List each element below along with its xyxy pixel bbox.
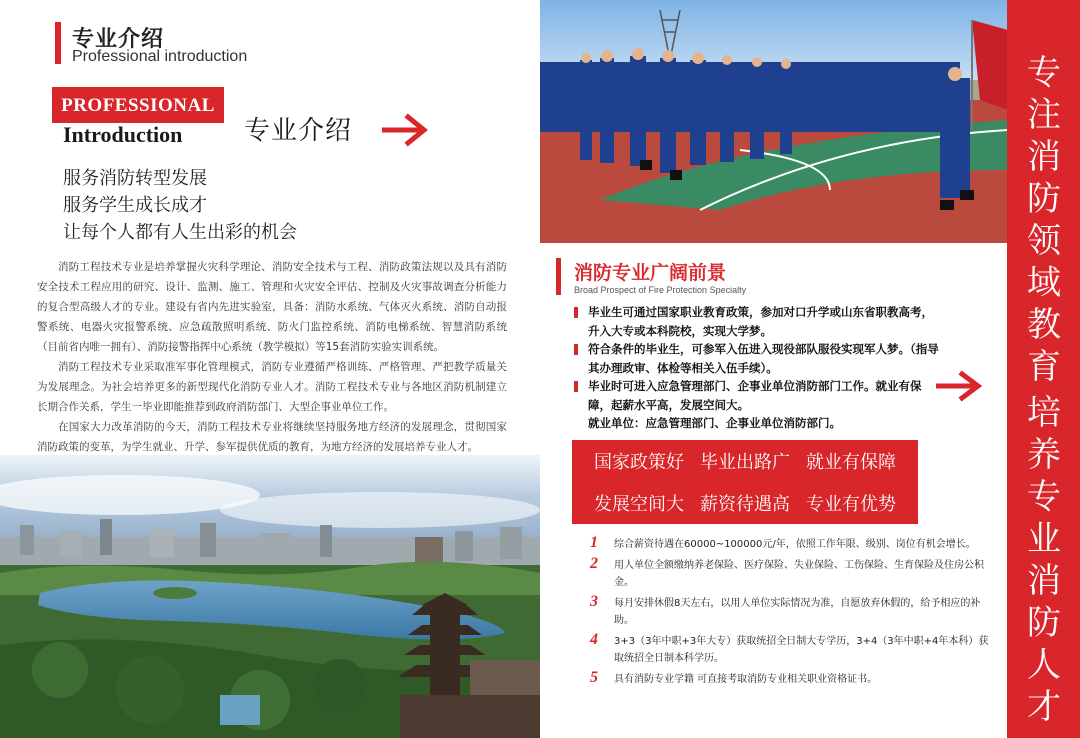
bullet-item: 毕业生可通过国家职业教育政策，参加对口升学或山东省职教高考，升入大专或本科院校，实现大学梦。 bbox=[574, 303, 942, 340]
benefit-text: 综合薪资待遇在60000~100000元/年，依照工作年限、级别、岗位有机会增长。 bbox=[614, 539, 976, 550]
prospect-title-cn: 消防专业广阔前景 bbox=[574, 262, 727, 284]
benefit-number: 1 bbox=[590, 534, 598, 551]
vertical-slogan-2 bbox=[1024, 392, 1064, 728]
vertical-char: 专 bbox=[1027, 477, 1061, 517]
benefits-list bbox=[590, 536, 990, 692]
firefighters-march-photo bbox=[540, 0, 1008, 243]
vertical-char: 人 bbox=[1027, 645, 1061, 685]
vertical-char: 教 bbox=[1027, 305, 1061, 345]
benefit-item bbox=[590, 536, 990, 553]
benefit-text: 每月安排休假8天左右，以用人单位实际情况为准，自愿放弃休假的，给予相应的补助。 bbox=[614, 598, 981, 626]
benefit-number: 3 bbox=[590, 593, 598, 610]
header-accent-bar bbox=[55, 22, 61, 64]
benefit-text: 3+3（3年中职+3年大专）获取统招全日制大专学历，3+4（3年中职+4年本科）获取统招全日制本科学历。 bbox=[614, 636, 989, 664]
prospect-title-en: Broad Prospect of Fire Protection Specialty bbox=[574, 285, 747, 295]
intro-body bbox=[37, 257, 507, 457]
vertical-slogan-1 bbox=[1024, 52, 1064, 388]
professional-label: PROFESSIONAL bbox=[61, 95, 215, 116]
benefit-item bbox=[590, 671, 990, 688]
bullet-item: 符合条件的毕业生，可参军入伍进入现役部队服役实现军人梦。（指导其办理政审、体检等相关入伍手续）。 bbox=[574, 340, 942, 377]
advantage-item: 毕业出路广 bbox=[700, 452, 790, 473]
vertical-char: 养 bbox=[1027, 435, 1061, 475]
slogan-item: 让每个人都有人生出彩的机会 bbox=[63, 222, 297, 243]
intro-heading-cn: 专业介绍 bbox=[244, 116, 353, 146]
introduction-label: Introduction bbox=[63, 122, 183, 147]
advantage-item: 发展空间大 bbox=[594, 494, 684, 515]
vertical-char: 育 bbox=[1027, 347, 1061, 387]
vertical-char: 消 bbox=[1027, 137, 1061, 177]
section-title-en: Professional introduction bbox=[72, 48, 248, 65]
benefit-item bbox=[590, 633, 990, 667]
benefit-text: 具有消防专业学籍 可直接考取消防专业相关职业资格证书。 bbox=[614, 674, 878, 685]
advantage-item: 薪资待遇高 bbox=[700, 494, 790, 515]
right-arrow-icon bbox=[382, 113, 430, 147]
vertical-char: 领 bbox=[1027, 221, 1061, 261]
advantages-row bbox=[572, 440, 918, 482]
advantages-row bbox=[572, 482, 918, 524]
paragraph: 消防工程技术专业采取准军事化管理模式，消防专业遵循严格训练、严格管理、严把教学质量关为发展理念。为社会培养更多的新型现代化消防专业人才。消防工程技术专业与各地区消防机制建立长期合作关系，学生一毕业即能推荐到政府消防部门、大型企事业单位工作。 bbox=[37, 361, 507, 413]
bullet-item: 毕业时可进入应急管理部门、企事业单位消防部门工作。就业有保障，起薪水平高，发展空间大。 bbox=[574, 377, 942, 414]
benefit-number: 2 bbox=[590, 555, 598, 572]
vertical-char: 防 bbox=[1027, 179, 1061, 219]
vertical-char: 才 bbox=[1027, 687, 1061, 727]
paragraph: 在国家大力改革消防的今天，消防工程技术专业将继续坚持服务地方经济的发展理念，贯彻国家消防政策的变革，为学生就业、升学、参军提供优质的教育，为地方经济的发展培养专业人才。 bbox=[37, 421, 507, 453]
slogan-item: 服务消防转型发展 bbox=[63, 168, 207, 189]
professional-label-box bbox=[52, 87, 224, 123]
city-lake-photo bbox=[0, 455, 540, 738]
vertical-char: 消 bbox=[1027, 561, 1061, 601]
vertical-char: 域 bbox=[1027, 263, 1061, 303]
vertical-char: 专 bbox=[1027, 53, 1061, 93]
paragraph: 消防工程技术专业是培养掌握火灾科学理论、消防安全技术与工程、消防政策法规以及具有消防安全技术工程应用的研究、设计、监测、施工、管理和火灾安全评估、控制及火灾事故调查分析能力的复合型高级人才的专业。建设有省内先进实验室，具备：消防水系统、气体灭火系统、消防自动报警系统、电器火灾报警系统、应急疏散照明系统、防火门监控系统、消防电梯系统、智慧消防系统（目前省内唯一拥有）、消防接警指挥中心系统（教学模拟）等15套消防实验实训系统。 bbox=[37, 261, 507, 353]
right-arrow-icon bbox=[936, 370, 984, 402]
advantage-item: 专业有优势 bbox=[806, 494, 896, 515]
bullet-item: 就业单位：应急管理部门、企事业单位消防部门。 bbox=[588, 416, 841, 430]
advantage-item: 就业有保障 bbox=[806, 452, 896, 473]
benefit-number: 5 bbox=[590, 669, 598, 686]
vertical-char: 注 bbox=[1027, 95, 1061, 135]
prospect-bullet-list bbox=[574, 303, 942, 433]
benefit-number: 4 bbox=[590, 631, 598, 648]
vertical-char: 业 bbox=[1027, 519, 1061, 559]
slogan-list bbox=[63, 165, 297, 246]
slogan-item: 服务学生成长成才 bbox=[63, 195, 207, 216]
vertical-char: 培 bbox=[1027, 393, 1061, 433]
advantage-item: 国家政策好 bbox=[594, 452, 684, 473]
advantages-panel bbox=[572, 440, 918, 524]
benefit-text: 用人单位全额缴纳养老保险、医疗保险、失业保险、工伤保险、生育保险及住房公积金。 bbox=[614, 560, 984, 588]
section-title-cn: 专业介绍 bbox=[72, 27, 165, 52]
benefit-item bbox=[590, 595, 990, 629]
prospect-accent-bar bbox=[556, 258, 561, 295]
benefit-item bbox=[590, 557, 990, 591]
vertical-char: 防 bbox=[1027, 603, 1061, 643]
